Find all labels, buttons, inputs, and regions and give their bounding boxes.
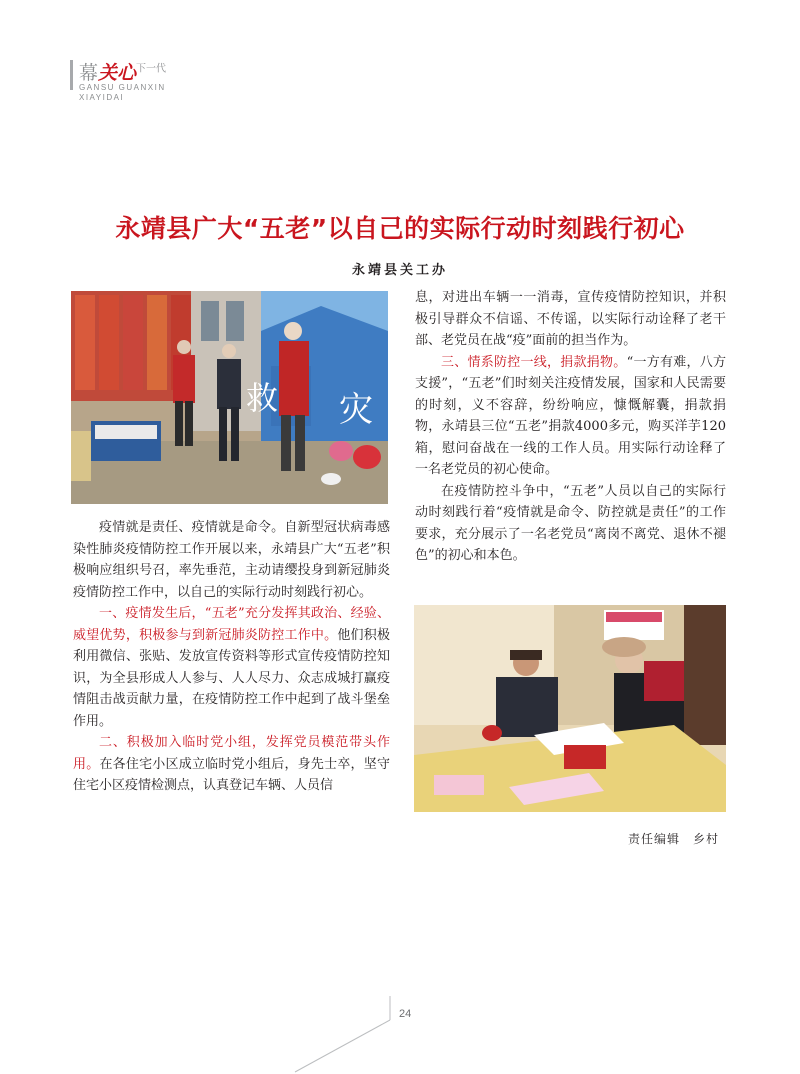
article-byline: 永靖县关工办 <box>351 263 448 278</box>
paragraph-text: 疫情就是责任、疫情就是命令。自新型冠状病毒感染性肺炎疫情防控工作开展以来，永靖县广大“五老”积极响应组织号召，率先垂范，主动请缨投身到新冠肺炎疫情防控工作中，以自己的实际行动时刻践行初心。 <box>73 520 390 600</box>
logo-chinese <box>79 58 166 85</box>
magazine-logo <box>70 56 230 112</box>
checkpoint-photo <box>71 291 388 504</box>
donation-photo <box>414 605 726 812</box>
tent-text-1: 救 <box>246 379 279 417</box>
logo-bar <box>70 60 73 90</box>
paragraph-text: 在疫情防控斗争中，“五老”人员以自己的实际行动时刻践行着“疫情就是命令、防控就是责任”的工作要求，充分展示了一名老党员“离岗不离党、退休不褪色”的初心和本色。 <box>415 483 726 563</box>
page-number: 24 <box>399 1008 412 1020</box>
logo-char-c: 下一代 <box>136 63 167 75</box>
logo-english-line2: XIAYIDAI <box>79 93 125 102</box>
logo-english-line1: GANSU GUANXIN <box>79 83 166 92</box>
paragraph-intro <box>73 517 390 603</box>
left-column <box>73 517 390 797</box>
right-column <box>415 287 726 567</box>
paragraph-conclusion <box>415 481 726 567</box>
paragraph-point-1 <box>73 603 390 732</box>
logo-char-a: 幕 <box>79 62 99 84</box>
tent-text-2: 灾 <box>339 390 373 430</box>
paragraph-text: “一方有难，八方支援”，“五老”们时刻关注疫情发展，国家和人民需要的时刻，义不容辞，纷纷响应，慷慨解囊，捐款捐物，永靖县三位“五老”捐款4000多元，购买洋芋120箱，慰问奋战在一线的工作人员。用实际行动诠释了一名老党员的初心使命。 <box>415 354 726 477</box>
paragraph-lead: 一、疫情发生后，“五老”充分发挥其政治、经验、威望优势，积极参与到新冠肺炎防控工作中。 <box>73 606 390 643</box>
paragraph-point-3 <box>415 352 726 481</box>
paragraph-continuation: 息，对进出车辆一一消毒，宣传疫情防控知识，并积极引导群众不信谣、不传谣，以实际行动诠释了老干部、老党员在战“疫”面前的担当作为。 <box>415 290 726 348</box>
editor-credit: 责任编辑 乡村 <box>628 832 720 846</box>
paragraph-lead: 二、积极加入临时党小组，发挥党员模范带头作用。 <box>73 735 390 772</box>
paragraph-text: 他们积极利用微信、张贴、发放宣传资料等形式宣传疫情防控知识，为全县形成人人参与、人人尽力、众志成城打赢疫情阻击战贡献力量，在疫情防控工作中起到了战斗堡垒作用。 <box>73 627 390 729</box>
paragraph-lead: 三、情系防控一线，捐款捐物。 <box>441 354 627 370</box>
article-title: 永靖县广大“五老”以自己的实际行动时刻践行初心 <box>115 214 685 243</box>
paragraph-point-2 <box>73 732 390 797</box>
page-corner-decoration <box>290 994 410 1074</box>
paragraph-text: 在各住宅小区成立临时党小组后，身先士卒，坚守住宅小区疫情检测点，认真登记车辆、人员信 <box>73 756 390 793</box>
logo-char-b: 关心 <box>98 62 137 84</box>
